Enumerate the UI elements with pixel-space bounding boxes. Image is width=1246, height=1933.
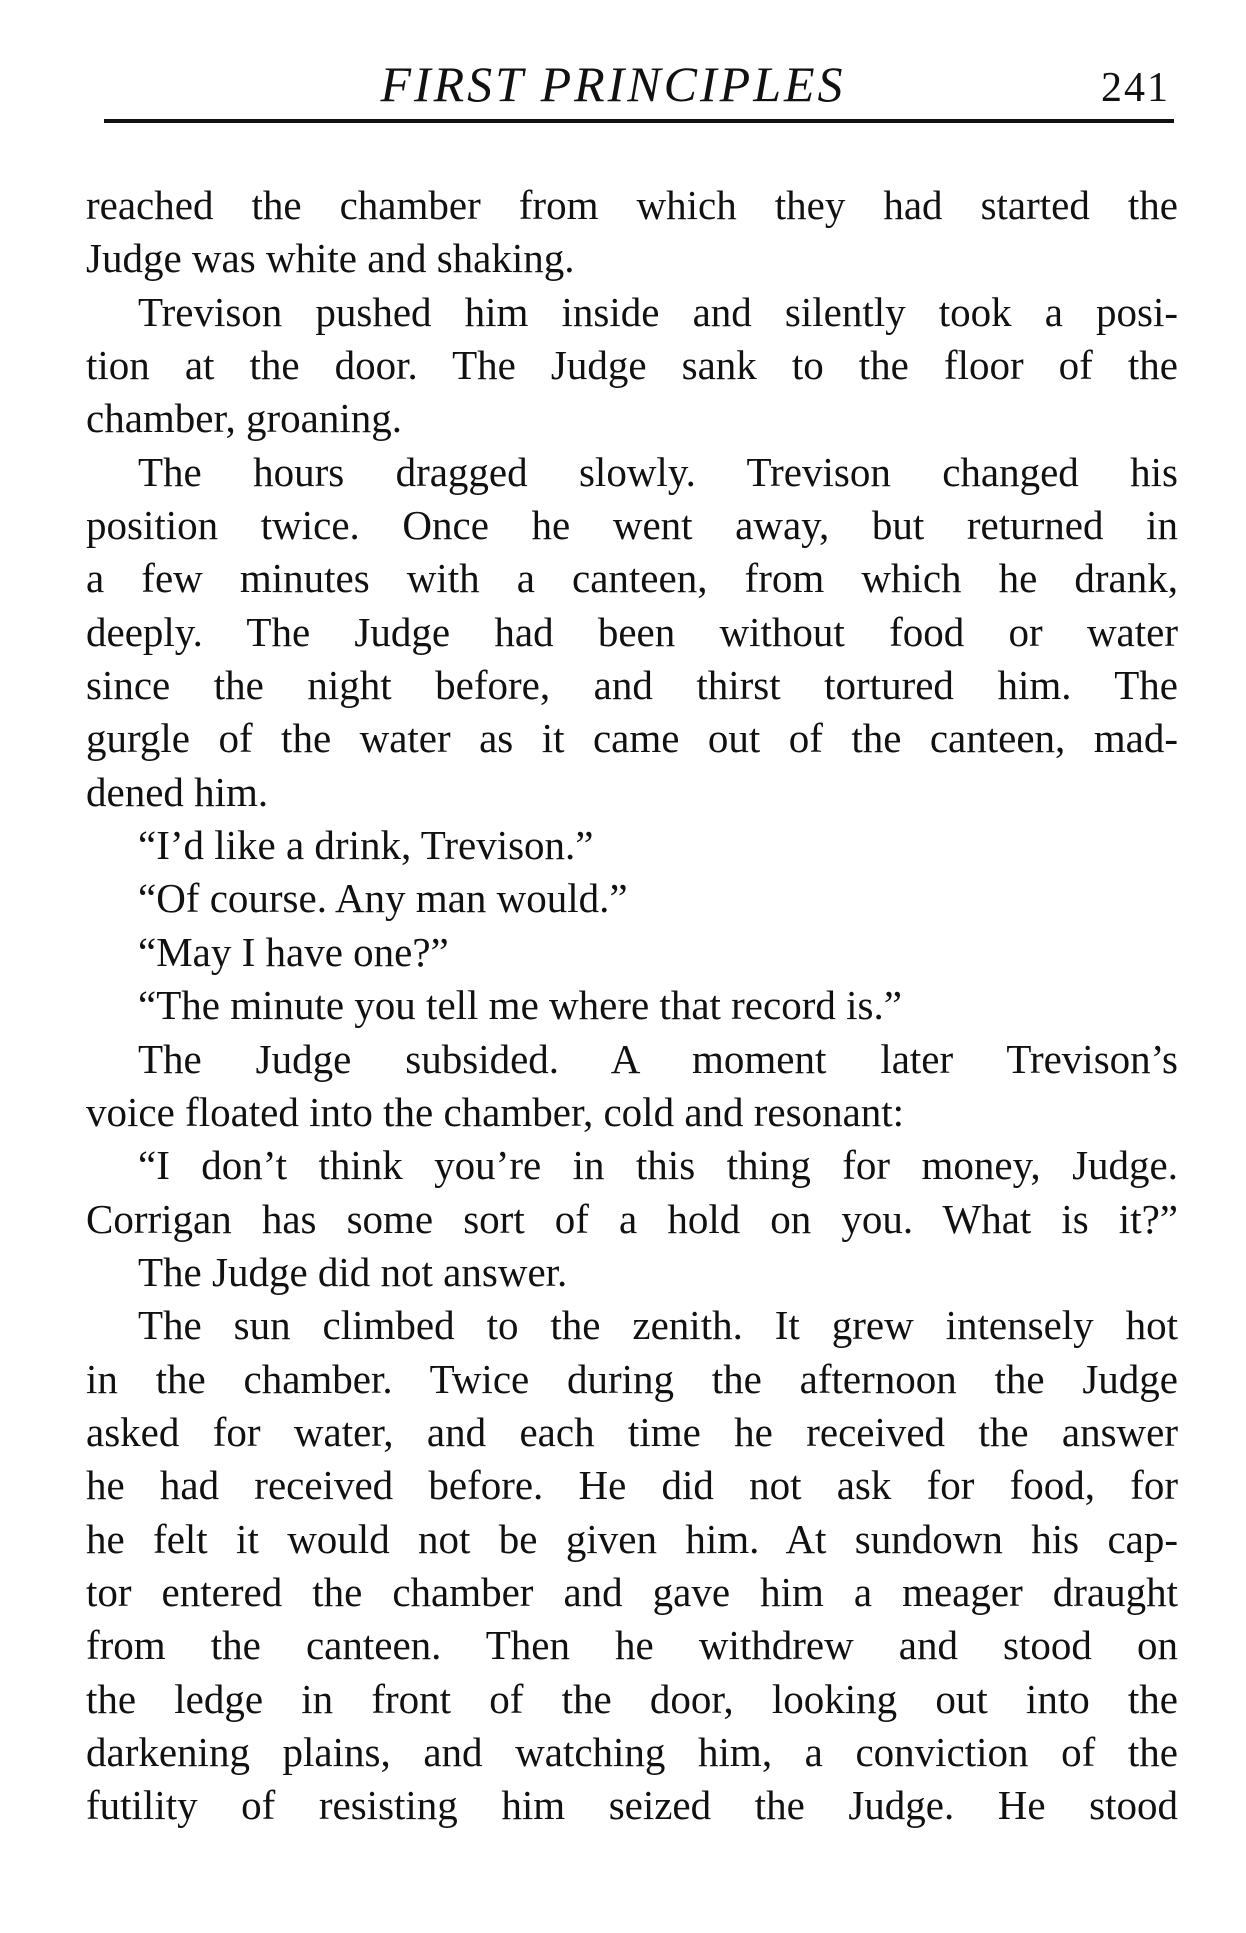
- text-line: from the canteen. Then he withdrew and stood on: [86, 1622, 1178, 1669]
- text-line: “I don’t think you’re in this thing for money, Judge.: [138, 1142, 1178, 1189]
- text-line: reached the chamber from which they had started the: [86, 182, 1178, 228]
- text-line: The Judge subsided. A moment later Trevison’s: [138, 1035, 1178, 1082]
- text-line: he felt it would not be given him. At sundown his cap-: [86, 1515, 1178, 1562]
- body-text: [86, 179, 1178, 1833]
- text-line: futility of resisting him seized the Judge. He stood: [86, 1782, 1178, 1829]
- text-line: Trevison pushed him inside and silently took a posi-: [138, 288, 1178, 335]
- text-line: position twice. Once he went away, but returned in: [86, 502, 1178, 549]
- text-line: in the chamber. Twice during the afternoon the Judge: [86, 1355, 1178, 1402]
- text-line: Corrigan has some sort of a hold on you. What is it?”: [86, 1195, 1178, 1242]
- text-line: the ledge in front of the door, looking out into the: [86, 1675, 1178, 1722]
- header-rule: [104, 119, 1174, 123]
- text-line: The Judge did not answer.: [138, 1248, 568, 1295]
- text-line: The hours dragged slowly. Trevison changed his: [138, 448, 1178, 495]
- text-line: since the night before, and thirst tortured him. The: [86, 662, 1178, 709]
- text-line: “Of course. Any man would.”: [138, 875, 628, 922]
- text-line: deeply. The Judge had been without food or water: [86, 608, 1178, 655]
- text-line: “I’d like a drink, Trevison.”: [138, 822, 594, 869]
- text-line: tor entered the chamber and gave him a meager draught: [86, 1568, 1178, 1615]
- text-line: dened him.: [86, 768, 269, 815]
- text-line: chamber, groaning.: [86, 395, 402, 442]
- text-line: darkening plains, and watching him, a conviction of the: [86, 1728, 1178, 1775]
- text-line: gurgle of the water as it came out of the canteen, mad-: [86, 715, 1178, 762]
- text-line: “The minute you tell me where that record is.”: [138, 982, 902, 1029]
- text-line: voice floated into the chamber, cold and resonant:: [86, 1088, 905, 1135]
- text-line: he had received before. He did not ask for food, for: [86, 1462, 1178, 1509]
- text-line: “May I have one?”: [138, 928, 449, 975]
- text-line: The sun climbed to the zenith. It grew intensely hot: [138, 1302, 1178, 1349]
- running-head: [108, 54, 1170, 114]
- text-line: asked for water, and each time he received the answer: [86, 1408, 1178, 1455]
- text-line: tion at the door. The Judge sank to the floor of the: [86, 342, 1178, 389]
- running-title: FIRST PRINCIPLES: [380, 56, 846, 112]
- page-number: 241: [1101, 65, 1170, 111]
- text-line: Judge was white and shaking.: [86, 235, 575, 282]
- text-line: a few minutes with a canteen, from which he drank,: [86, 555, 1178, 602]
